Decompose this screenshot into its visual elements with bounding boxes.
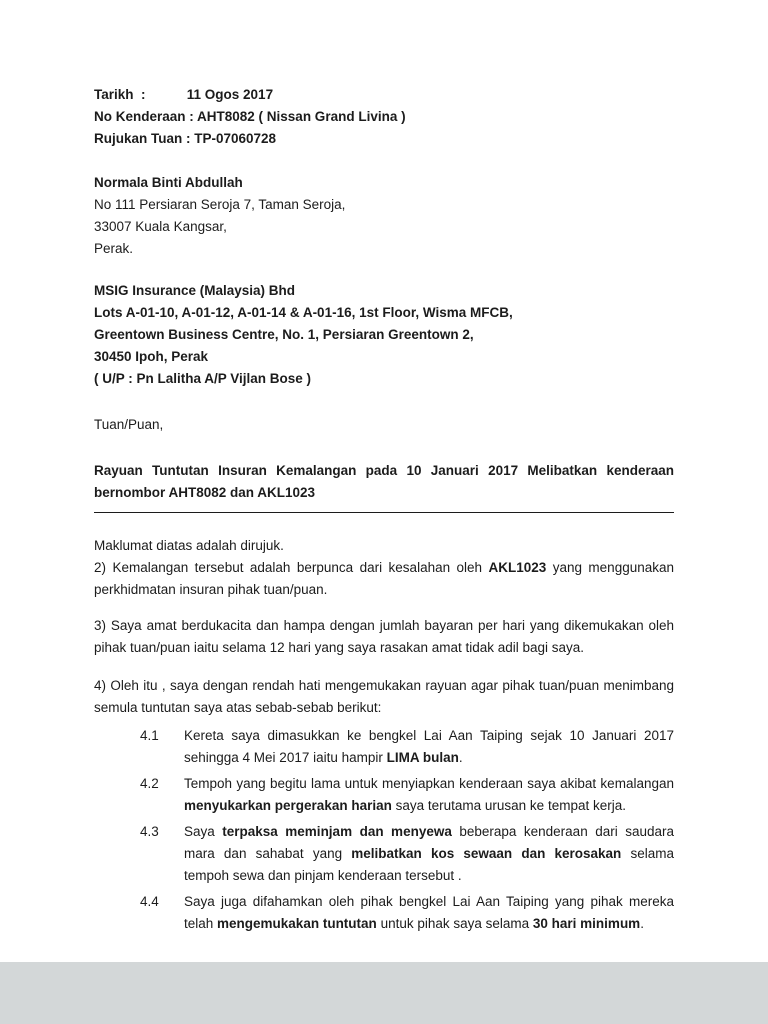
attention-line: ( U/P : Pn Lalitha A/P Vijlan Bose ) bbox=[94, 371, 312, 386]
sender-address-line: Perak. bbox=[94, 241, 134, 256]
salutation: Tuan/Puan, bbox=[94, 417, 164, 432]
sender-name: Normala Binti Abdullah bbox=[94, 175, 243, 190]
list-item bbox=[140, 725, 674, 769]
date-line: Tarikh : 11 Ogos 2017 bbox=[94, 87, 274, 102]
subject-underline bbox=[94, 512, 674, 513]
body-paragraph-intro: Maklumat diatas adalah dirujuk. bbox=[94, 538, 284, 553]
insurer-address-line: 30450 Ipoh, Perak bbox=[94, 349, 209, 364]
list-item-text: Kereta saya dimasukkan ke bengkel Lai Aan Taiping sejak 10 Januari 2017 sehingga 4 Mei 2017 iaitu hampir LIMA bulan. bbox=[184, 728, 674, 765]
letter-body bbox=[94, 535, 674, 935]
insurer-address-line: Greentown Business Centre, No. 1, Persiaran Greentown 2, bbox=[94, 327, 474, 342]
body-paragraph-2: 2) Kemalangan tersebut adalah berpunca dari kesalahan oleh AKL1023 yang menggunakan perkhidmatan insuran pihak tuan/puan. bbox=[94, 560, 674, 597]
list-item bbox=[140, 891, 674, 935]
subject-line: Rayuan Tuntutan Insuran Kemalangan pada 10 Januari 2017 Melibatkan kenderaan bernombor AHT8082 dan AKL1023 bbox=[94, 463, 674, 500]
insurer-address-block bbox=[94, 280, 674, 390]
subject-block bbox=[94, 460, 674, 513]
list-item-number: 4.2 bbox=[140, 776, 159, 791]
list-item-text: Saya juga difahamkan oleh pihak bengkel Lai Aan Taiping yang pihak mereka telah mengemukakan tuntutan untuk pihak saya selama 30 hari minimum. bbox=[184, 894, 674, 931]
body-paragraph-4: 4) Oleh itu , saya dengan rendah hati mengemukakan rayuan agar pihak tuan/puan menimbang semula tuntutan saya atas sebab-sebab berikut: bbox=[94, 678, 674, 715]
body-paragraph-3: 3) Saya amat berdukacita dan hampa dengan jumlah bayaran per hari yang dikemukakan oleh pihak tuan/puan iaitu selama 12 hari yang saya rasakan amat tidak adil bagi saya. bbox=[94, 618, 674, 655]
list-item bbox=[140, 773, 674, 817]
sender-address-line: 33007 Kuala Kangsar, bbox=[94, 219, 227, 234]
list-item-number: 4.3 bbox=[140, 824, 159, 839]
viewer-background-strip bbox=[0, 962, 768, 1024]
letter-meta-block bbox=[94, 84, 674, 150]
list-item-number: 4.4 bbox=[140, 894, 159, 909]
reference-number-line: Rujukan Tuan : TP-07060728 bbox=[94, 131, 277, 146]
insurer-name: MSIG Insurance (Malaysia) Bhd bbox=[94, 283, 296, 298]
sender-address-line: No 111 Persiaran Seroja 7, Taman Seroja, bbox=[94, 197, 346, 212]
reasons-list bbox=[94, 725, 674, 935]
sender-address-block bbox=[94, 172, 674, 260]
list-item-text: Saya terpaksa meminjam dan menyewa beberapa kenderaan dari saudara mara dan sahabat yang melibatkan kos sewaan dan kerosakan selama tempoh sewa dan pinjam kenderaan tersebut . bbox=[184, 824, 674, 883]
list-item-text: Tempoh yang begitu lama untuk menyiapkan kenderaan saya akibat kemalangan menyukarkan pergerakan harian saya terutama urusan ke tempat kerja. bbox=[184, 776, 674, 813]
list-item bbox=[140, 821, 674, 887]
vehicle-number-line: No Kenderaan : AHT8082 ( Nissan Grand Livina ) bbox=[94, 109, 406, 124]
insurer-address-line: Lots A-01-10, A-01-12, A-01-14 & A-01-16, 1st Floor, Wisma MFCB, bbox=[94, 305, 513, 320]
list-item-number: 4.1 bbox=[140, 728, 159, 743]
